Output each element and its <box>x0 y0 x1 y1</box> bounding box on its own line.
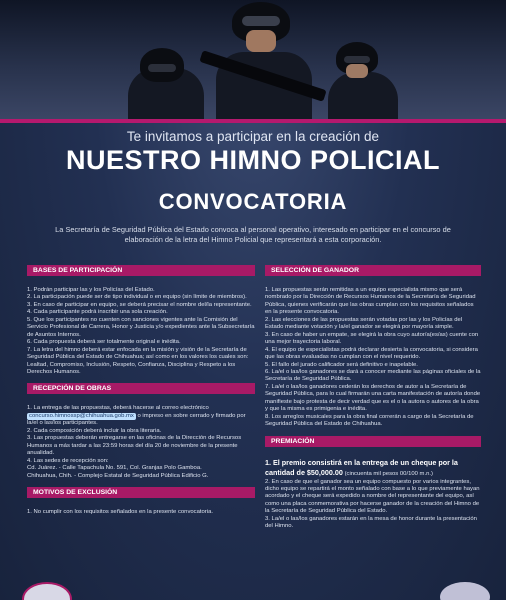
list-item: 6. La/el o las/los ganadores se dará a conocer mediante las páginas oficiales de la Secretaría de Seguridad Pública. <box>265 368 481 383</box>
seal-logo-right <box>440 582 490 600</box>
page-subtitle: CONVOCATORIA <box>158 189 348 214</box>
section-header: MOTIVOS DE EXCLUSIÓN <box>27 487 255 498</box>
list-item: 3. La/el o las/los ganadores estarán en la mesa de honor durante la presentación del Himno. <box>265 515 477 530</box>
prize-item <box>265 458 481 479</box>
email-link[interactable]: concurso.himnossp@chihuahua.gob.mx <box>29 412 134 419</box>
accent-band <box>0 119 506 123</box>
list-item: 3. En caso de haber un empate, se elegirá la obra cuyo autor/a(es/as) cuente con una mejor trayectoria laboral. <box>265 331 479 346</box>
section-premiacion <box>265 436 481 531</box>
item-text: o impreso en sobre cerrado y firmado por la/el o las/los participantes. <box>27 412 246 427</box>
list-item: Chihuahua, Chih. - Complejo Estatal de Seguridad Pública Edificio G. <box>27 472 209 479</box>
prize-amount: 1. El premio consistirá en la entrega de un cheque por la cantidad de $50,000.00 <box>265 457 458 478</box>
list-item: 4. Cada participante podrá inscribir una sola creación. <box>27 309 168 316</box>
list-item: 2. Las elecciones de las propuestas serán votadas por las y los Policías del Estado mediante votación y la/el ganador se elegirá por mayoría simple. <box>265 316 463 331</box>
list-item: 6. Cada propuesta deberá ser totalmente original e inédita. <box>27 339 181 346</box>
list-item: 3. Las propuestas deberán entregarse en las oficinas de la Dirección de Recursos Humanos a más tardar a las 23:59 horas del día 20 de noviembre de la presente anualidad. <box>27 435 242 457</box>
section-header: PREMIACIÓN <box>265 436 481 447</box>
officer-left-image <box>118 20 208 122</box>
section-seleccion <box>265 265 481 429</box>
list-item: 1. No cumplir con los requisitos señalados en la presente convocatoria. <box>27 508 213 515</box>
officer-center-image <box>208 0 318 122</box>
list-item: 1. Las propuestas serán remitidas a un equipo especialista mismo que será nombrado por la Dirección de Recursos Humanos de la Secretaría de Seguridad Pública, quienes verificarán que las obras cumplan con los requisitos señalados en la presente convocatoria. <box>265 287 476 316</box>
list-item: 2. La participación puede ser de tipo individual o en equipo (sin límite de miembros). <box>27 294 247 301</box>
invite-text: Te invitamos a participar en la creación de <box>126 129 380 144</box>
list-item: Cd. Juárez. - Calle Tapachula No. 591, Col. Granjas Polo Gamboa. <box>27 465 202 472</box>
hero-photo <box>0 0 506 122</box>
prize-note: (cincuenta mil pesos 00/100 m.n.) <box>344 471 433 478</box>
right-column <box>265 265 481 538</box>
section-bases <box>27 265 255 376</box>
list-item: 2. Cada composición deberá incluir la obra literaria. <box>27 427 162 434</box>
section-header: BASES DE PARTICIPACIÓN <box>27 265 255 276</box>
list-item: 5. Que los participantes no cuenten con sanciones vigentes ante la Comisión del Servicio Profesional de Carrera, Honor y Justicia y/o expedientes ante la Subsecretaría de Asuntos Internos. <box>27 316 255 338</box>
list-item: 4. El equipo de especialistas podrá declarar desierta la convocatoria, si considera que las obras evaluadas no cumplan con el nivel requerido. <box>265 346 478 361</box>
section-exclusion <box>27 487 255 516</box>
list-item: 1. Podrán participar las y los Policías del Estado. <box>27 287 155 293</box>
section-header: RECEPCIÓN DE OBRAS <box>27 383 255 394</box>
officer-right-image <box>322 38 402 122</box>
list-item <box>27 405 255 427</box>
list-item: 5. El fallo del jurado calificador será definitivo e inapelable. <box>265 361 418 368</box>
list-item: 7. La/el o las/los ganadores cederán los derechos de autor a la Secretaría de Seguridad Pública, para lo cual firmarán una carta manifestación de autoría donde manifieste bajo protesta de decir verdad que es el o la autora o autores de la obra y que la misma es primigenia e inédita. <box>265 383 481 413</box>
list-item: 2. En caso de que el ganador sea un equipo compuesto por varios integrantes, dicho equipo se repartirá el monto señalado con base a lo que previamente hayan acordado y el cheque será expedido a nombre del representante del equipo, así como una placa conmemorativa por hacerse ganador de la creación del Himno de la Secretaría de Seguridad Pública del Estado. <box>265 478 480 515</box>
section-header: SELECCIÓN DE GANADOR <box>265 265 481 276</box>
intro-paragraph: La Secretaría de Seguridad Pública del Estado convoca al personal operativo, interesado en participar en el concurso de elaboración de la letra del Himno Policial que representará a esta corporación. <box>55 225 451 244</box>
section-recepcion <box>27 383 255 480</box>
list-item: 4. Las sedes de recepción son: <box>27 457 109 464</box>
item-text: 1. La entrega de las propuestas, deberá hacerse al correo electrónico <box>27 405 209 412</box>
seal-logo-left <box>22 582 72 600</box>
list-item: 8. Los arreglos musicales para la obra final correrán a cargo de la Secretaría de Seguridad Pública del Estado de Chihuahua. <box>265 413 474 428</box>
page-title: NUESTRO HIMNO POLICIAL <box>66 145 440 175</box>
left-column <box>27 265 255 523</box>
list-item: 3. En caso de participar en equipo, se deberá precisar el nombre del/la representante. <box>27 301 252 308</box>
list-item: 7. La letra del himno deberá estar enfocada en la misión y visión de la Secretaría de Seguridad Pública del Estado de Chihuahua; así como en los valores los cuales son: Lealtad, Compromiso, Inclusión, Respeto, Confianza, Disciplina y Respeto a los Derechos Humanos. <box>27 346 249 375</box>
